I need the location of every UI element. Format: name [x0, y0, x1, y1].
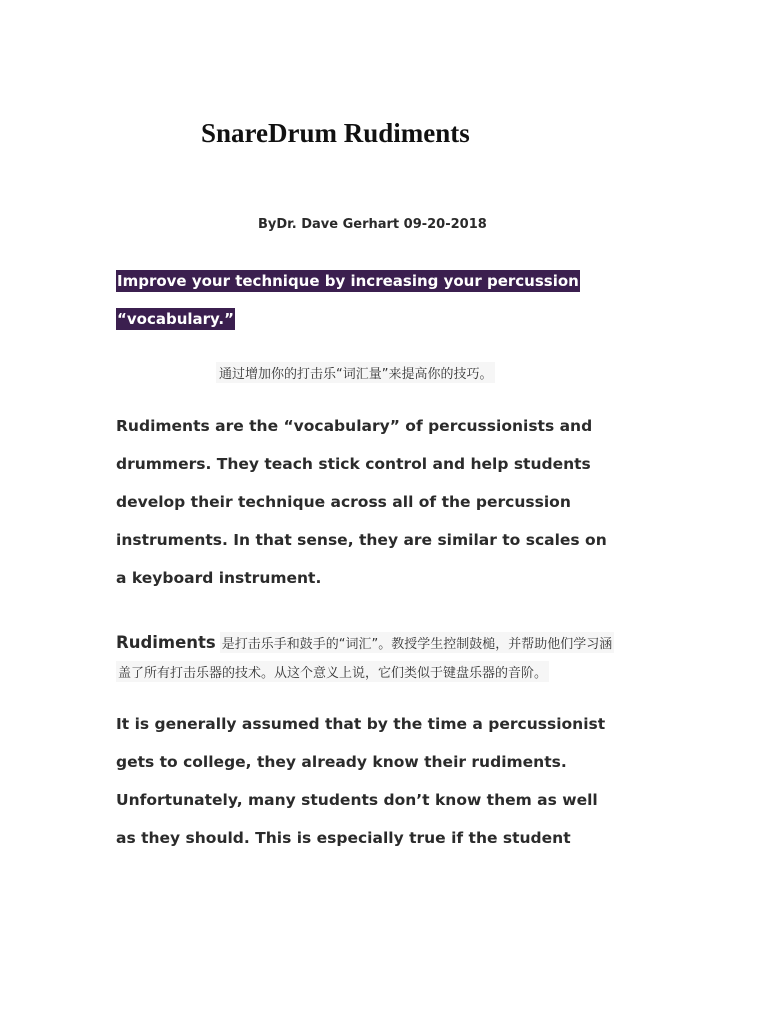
paragraph-line: Unfortunately, many students don’t know them as well — [116, 791, 598, 809]
paragraph-line: develop their technique across all of the percussion — [116, 493, 571, 511]
highlighted-intro-line: Improve your technique by increasing your percussion — [117, 272, 579, 290]
paragraph-line: a keyboard instrument. — [116, 569, 322, 587]
translation-lead-word: Rudiments — [116, 633, 216, 652]
paragraph-line: Rudiments are the “vocabulary” of percussionists and — [116, 417, 593, 435]
paragraph-translation — [116, 628, 656, 686]
paragraph-rudiments-intro — [116, 407, 666, 597]
paragraph-line: gets to college, they already know their rudiments. — [116, 753, 567, 771]
paragraph-line: as they should. This is especially true if the student — [116, 829, 571, 847]
page-title: SnareDrum Rudiments — [201, 118, 470, 148]
highlighted-intro-line: “vocabulary.” — [117, 310, 234, 328]
paragraph-college-rudiments — [116, 705, 666, 857]
paragraph-line: instruments. In that sense, they are similar to scales on — [116, 531, 607, 549]
byline: ByDr. Dave Gerhart 09-20-2018 — [258, 217, 487, 232]
translation-line: 盖了所有打击乐器的技术。从这个意义上说，它们类似于键盘乐器的音阶。 — [116, 661, 549, 682]
highlighted-intro — [116, 262, 636, 338]
paragraph-line: drummers. They teach stick control and help students — [116, 455, 591, 473]
intro-translation: 通过增加你的打击乐“词汇量”来提高你的技巧。 — [216, 362, 495, 383]
paragraph-line: It is generally assumed that by the time a percussionist — [116, 715, 606, 733]
translation-line: 是打击乐手和鼓手的“词汇”。教授学生控制鼓槌，并帮助他们学习涵 — [220, 632, 614, 653]
